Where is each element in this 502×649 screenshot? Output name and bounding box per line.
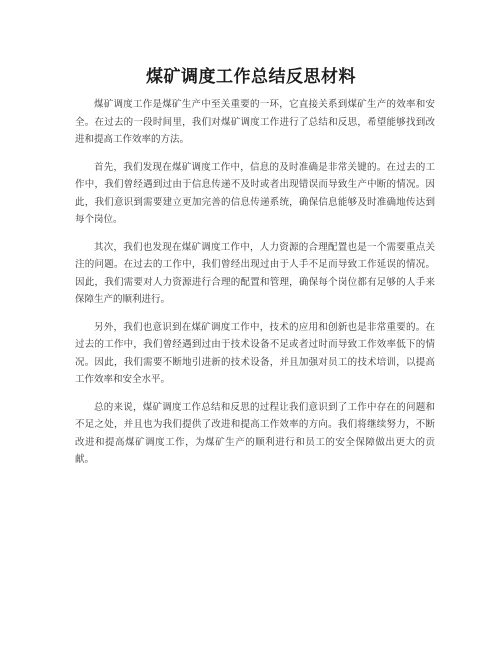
paragraph-intro: 煤矿调度工作是煤矿生产中至关重要的一环，它直接关系到煤矿生产的效率和安全。在过去的一段时间里，我们对煤矿调度工作进行了总结和反思，希望能够找到改进和提高工作效率的方法。 <box>75 99 435 145</box>
document-body <box>75 96 435 479</box>
document-title: 煤矿调度工作总结反思材料 <box>146 67 356 87</box>
paragraph-technology: 另外，我们也意识到在煤矿调度工作中，技术的应用和创新也是非常重要的。在过去的工作中，我们曾经遇到过由于技术设备不足或者过时而导致工作效率低下的情况。因此，我们需要不断地引进新的技术设备，并且加强对员工的技术培训，以提高工作效率和安全水平。 <box>75 321 435 385</box>
paragraph-human-resources: 其次，我们也发现在煤矿调度工作中，人力资源的合理配置也是一个需要重点关注的问题。在过去的工作中，我们曾经出现过由于人手不足而导致工作延误的情况。因此，我们需要对人力资源进行合理的配置和管理，确保每个岗位都有足够的人手来保障生产的顺利进行。 <box>75 241 435 305</box>
paragraph-information: 首先，我们发现在煤矿调度工作中，信息的及时准确是非常关键的。在过去的工作中，我们曾经遇到过由于信息传递不及时或者出现错误而导致生产中断的情况。因此，我们意识到需要建立更加完善的信息传递系统，确保信息能够及时准确地传达到每个岗位。 <box>75 161 435 225</box>
paragraph-conclusion: 总的来说，煤矿调度工作总结和反思的过程让我们意识到了工作中存在的问题和不足之处，并且也为我们提供了改进和提高工作效率的方向。我们将继续努力，不断改进和提高煤矿调度工作，为煤矿生产的顺利进行和员工的安全保障做出更大的贡献。 <box>75 401 435 465</box>
